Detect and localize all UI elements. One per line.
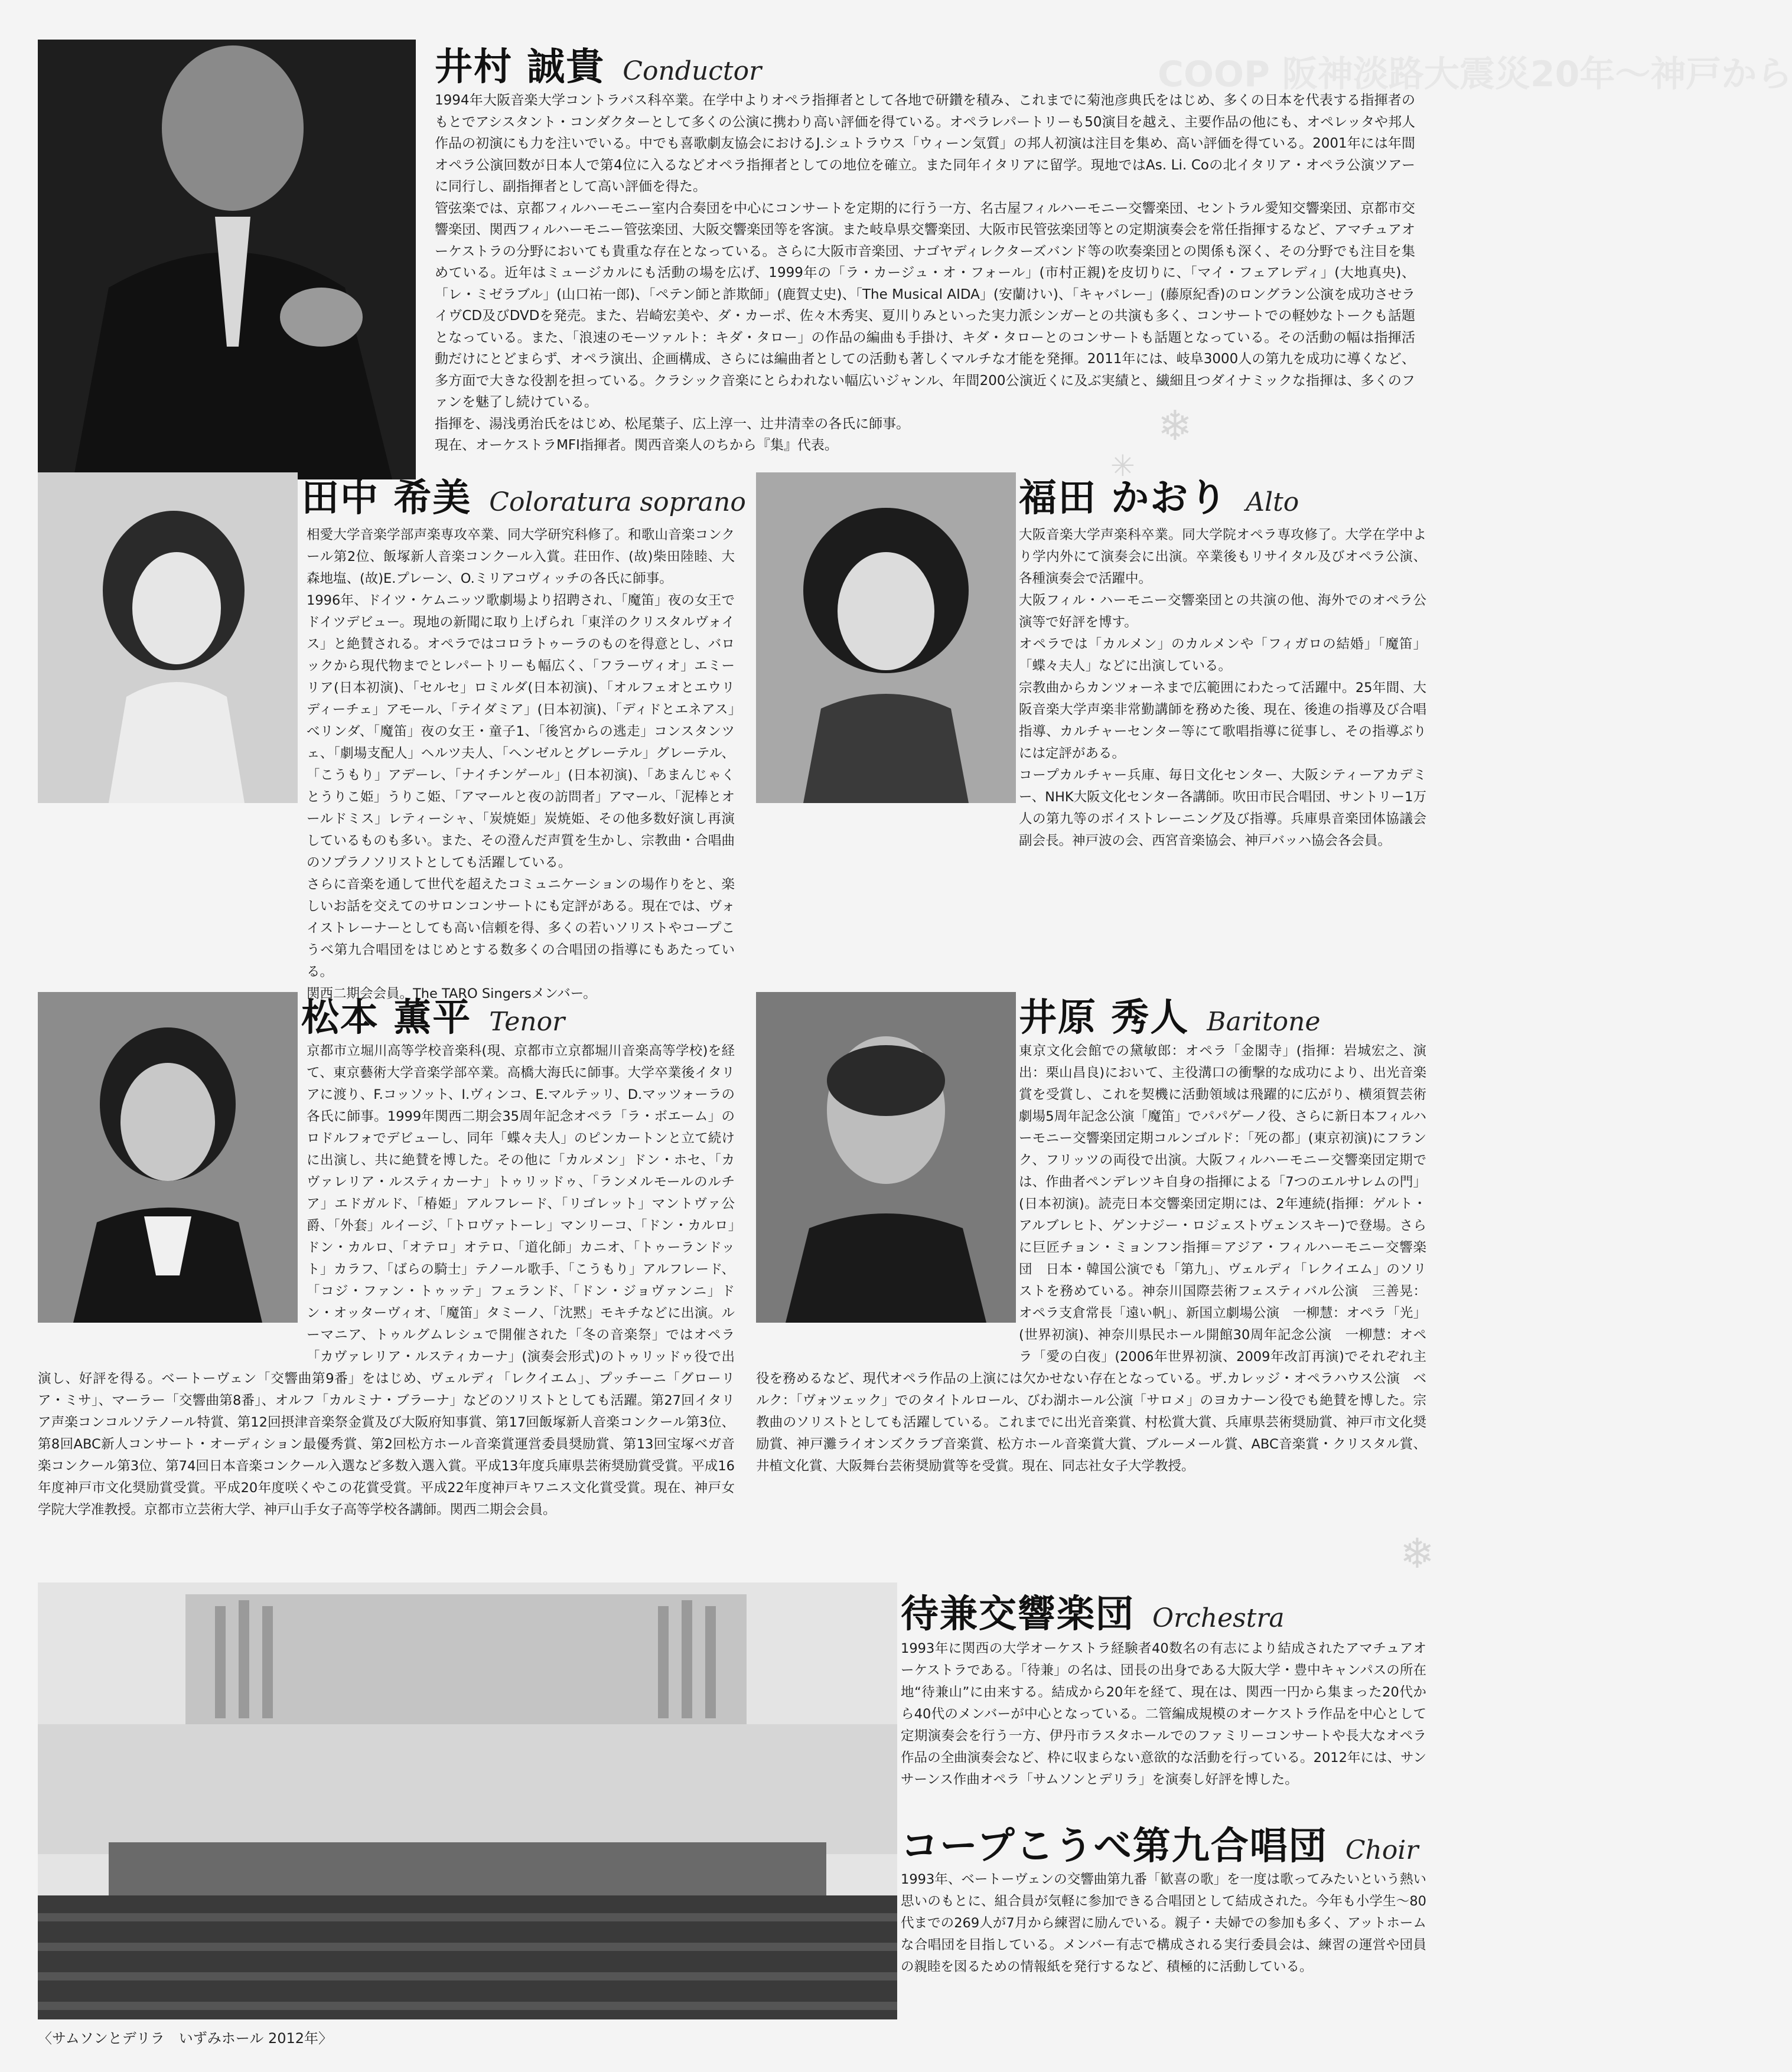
alto-name: 福田 かおり bbox=[1019, 477, 1229, 520]
conductor-role: Conductor bbox=[623, 56, 762, 86]
baritone-bio: 東京文化会館での黛敏郎：オペラ「金閣寺」(指揮：岩城宏之、演出：栗山昌良)において、主役溝口の衝撃的な成功により、出光音楽賞を受賞し、これを契機に活動領域は飛躍的に広がり、横須賀芸術劇場5周年記念公演「魔笛」でパパゲーノ役、さらに新日本フィルハーモニー交響楽団定期コルンゴルド：「死の都」(東京初演)にフランク、フリッツの両役で出演。大阪フィルハーモニー交響楽団定期では、作曲者ペンデレツキ自身の指揮による「7つのエルサレムの門」(日本初演)。読売日本交響楽団定期には、2年連続(指揮：ゲルト・アルブレヒト、ゲンナジー・ロジェストヴェンスキー)で登場。さらに巨匠チョン・ミョンフン指揮＝アジア・フィルハーモニー交響楽団 日本・韓国公演でも「第九」、ヴェルディ「レクイエム」のソリストを務めている。神奈川国際芸術フェスティバル公演 三善晃：オペラ支倉常長「遠い帆」、新国立劇場公演 一柳慧：オペラ「光」(世界初演)、神奈川県民ホール開館30周年記念公演 一柳慧：オペラ「愛の白夜」(2006年世界初演、2009年改訂再演)でそれぞれ主役を務めるなど、現代オペラ作品の上演には欠かせない存在となっている。ザ.カレッジ・オペラハウス公演 ベルク：「ヴォツェック」でのタイトルロール、びわ湖ホール公演「サロメ」のヨカナーン役でも絶賛を博した。宗教曲のソリストとしても活躍している。これまでに出光音楽賞、村松賞大賞、兵庫県芸術奨励賞、神戸市文化奨励賞、神戸灘ライオンズクラブ音楽賞、松方ホール音楽賞大賞、ブルーメール賞、ABC音楽賞・クリスタル賞、井植文化賞、大阪舞台芸術奨励賞等を受賞。現在、同志社女子大学教授。 bbox=[756, 1043, 1426, 1474]
choir-heading bbox=[901, 1816, 1432, 1870]
conductor-heading bbox=[435, 37, 1439, 91]
tenor-heading bbox=[301, 987, 738, 1042]
soprano-name: 田中 希美 bbox=[301, 477, 472, 520]
tenor-bio: 京都市立堀川高等学校音楽科(現、京都市立京都堀川音楽高等学校)を経て、東京藝術大学音楽学部卒業。高橋大海氏に師事。大学卒業後イタリアに渡り、F.コッソット、I.ヴィンコ、E.マルテッリ、D.マッツォーラの各氏に師事。1999年関西二期会35周年記念オペラ「ラ・ボエーム」のロドルフォでデビューし、同年「蝶々夫人」のピンカートンと立て続けに出演し、共に絶賛を博した。その他に「カルメン」ドン・ホセ、「カヴァレリア・ルスティカーナ」トゥリッドゥ、「ランメルモールのルチア」エドガルド、「椿姫」アルフレード、「リゴレット」マントヴァ公爵、「外套」ルイージ、「トロヴァトーレ」マンリーコ、「ドン・カルロ」ドン・カルロ、「オテロ」オテロ、「道化師」カニオ、「トゥーランドット」カラフ、「ばらの騎士」テノール歌手、「こうもり」アルフレード、「コジ・ファン・トゥッテ」フェランド、「ドン・ジョヴァンニ」ドン・オッターヴィオ、「魔笛」タミーノ、「沈黙」モキチなどに出演。ルーマニア、トゥルグムレシュで開催された「冬の音楽祭」ではオペラ「カヴァレリア・ルスティカーナ」(演奏会形式)のトゥリッドゥ役で出演し、好評を得る。ベートーヴェン「交響曲第9番」をはじめ、ヴェルディ「レクイエム」、プッチーニ「グローリア・ミサ」、マーラー「交響曲第8番」、オルフ「カルミナ・ブラーナ」などのソリストとしても活躍。第27回イタリア声楽コンコルソテノール特賞、第12回摂津音楽祭金賞及び大阪府知事賞、第17回飯塚新人音楽コンクール第3位、第8回ABC新人コンサート・オーディション最優秀賞、第2回松方ホール音楽賞運営委員奨励賞、第13回宝塚ベガ音楽コンクール第3位、第74回日本音楽コンクール入選など多数入選入賞。平成13年度兵庫県芸術奨励賞受賞。平成16年度神戸市文化奨励賞受賞。平成20年度咲くやこの花賞受賞。平成22年度神戸キワニス文化賞受賞。現在、神戸女学院大学准教授。京都市立芸術大学、神戸山手女子高等学校各講師。関西二期会会員。 bbox=[38, 1043, 735, 1518]
conductor-bio: 1994年大阪音楽大学コントラバス科卒業。在学中よりオペラ指揮者として各地で研鑽を積み、これまでに菊池彦典氏をはじめ、多くの日本を代表する指揮者のもとでアシスタント・コンダクターとして多くの公演に携わり高い評価を得ている。オペラレパートリーも50演目を越え、主要作品の他にも、オペレッタや邦人作品の初演にも力を注いでいる。中でも喜歌劇友協会におけるJ.シュトラウス「ウィーン気質」の邦人初演は注目を集め、高い評価を得ている。2001年には年間オペラ公演回数が日本人で第4位に入るなどオペラ指揮者としての地位を確立。また同年イタリアに留学。現地ではAs. Li. Coの北イタリア・オペラ公演ツアーに同行し、副指揮者として高い評価を得た。 管弦楽では、京都フィルハーモニー室内合奏団を中心にコンサートを定期的に行う一方、名古屋フィルハーモニー交響楽団、セントラル愛知交響楽団、京都市交響楽団、関西フィルハーモニー管弦楽団、大阪交響楽団等を客演。また岐阜県交響楽団、大阪市民管弦楽団等との定期演奏会を常任指揮するなど、アマチュアオーケストラの分野においても貴重な存在となっている。さらに大阪市音楽団、ナゴヤディレクターズバンド等の吹奏楽団との関係も深く、その分野でも注目を集めている。近年はミュージカルにも活動の場を広げ、1999年の「ラ・カージュ・オ・フォール」(市村正親)を皮切りに、「マイ・フェアレディ」(大地真央)、「レ・ミゼラブル」(山口祐一郎)、「ペテン師と詐欺師」(鹿賀丈史)、「The Musical AIDA」(安蘭けい)、「キャバレー」(藤原紀香)のロングラン公演を成功させライヴCD及びDVDを発売。また、岩崎宏美や、ダ・カーポ、佐々木秀実、夏川りみといった実力派シンガーとの共演も多く、コンサートでの軽妙なトークも話題となっている。また、「浪速のモーツァルト：キダ・タロー」の作品の編曲も手掛け、キダ・タローとのコンサートも話題となっている。その活動の幅は指揮活動だけにとどまらず、オペラ演出、企画構成、さらには編曲者としての活動も著しくマルチな才能を発揮。2011年には、岐阜3000人の第九を成功に導くなど、多方面で大きな役割を担っている。クラシック音楽にとらわれない幅広いジャンル、年間200公演近くに及ぶ実績と、繊細且つダイナミックな指揮は、多くのファンを魅了し続けている。 指揮を、湯浅勇治氏をはじめ、松尾葉子、広上淳一、辻井清幸の各氏に師事。 現在、オーケストラMFI指揮者。関西音楽人のちから『集』代表。 bbox=[435, 93, 1415, 453]
tenor-role: Tenor bbox=[489, 1007, 565, 1037]
choir-bio: 1993年、ベートーヴェンの交響曲第九番「歓喜の歌」を一度は歌ってみたいという熱い思いのもとに、組合員が気軽に参加できる合唱団として結成された。今年も小学生～80代までの269人が7月から練習に励んでいる。親子・夫婦での参加も多く、アットホームな合唱団を目指している。メンバー有志で構成される実行委員会は、練習の運営や団員の親睦を図るための情報紙を発行するなど、積極的に活動している。 bbox=[901, 1872, 1426, 1975]
baritone-role: Baritone bbox=[1207, 1007, 1321, 1037]
alto-role: Alto bbox=[1246, 487, 1299, 517]
conductor-photo bbox=[38, 40, 416, 479]
orchestra-heading bbox=[901, 1584, 1432, 1638]
alto-photo bbox=[756, 472, 1016, 803]
baritone-name: 井原 秀人 bbox=[1019, 996, 1190, 1040]
baritone-heading bbox=[1019, 987, 1444, 1042]
alto-bio: 大阪音楽大学声楽科卒業。同大学院オペラ専攻修了。大学在学中より学内外にて演奏会に出演。卒業後もリサイタル及びオペラ公演、各種演奏会で活躍中。 大阪フィル・ハーモニー交響楽団との共演の他、海外でのオペラ公演等で好評を博す。 オペラでは「カルメン」のカルメンや「フィガロの結婚」「魔笛」「蝶々夫人」などに出演している。 宗教曲からカンツォーネまで広範囲にわたって活躍中。25年間、大阪音楽大学声楽非常勤講師を務めた後、現在、後進の指導及び合唱指導、カルチャーセンター等にて歌唱指導に従事し、その指導ぶりには定評がある。 コープカルチャー兵庫、毎日文化センター、大阪シティーアカデミー、NHK大阪文化センター各講師。吹田市民合唱団、サントリー1万人の第九等のボイストレーニング及び指導。兵庫県音楽団体協議会副会長。神戸波の会、西宮音楽協会、神戸バッハ協会各会員。 bbox=[1019, 527, 1426, 849]
conductor-name: 井村 誠貴 bbox=[435, 45, 605, 89]
soprano-heading bbox=[301, 468, 746, 522]
soprano-bio: 相愛大学音楽学部声楽専攻卒業、同大学研究科修了。和歌山音楽コンクール第2位、飯塚新人音楽コンクール入賞。荘田作、(故)柴田陸睦、大森地塩、(故)E.プレーン、O.ミリアコヴィッチの各氏に師事。 1996年、ドイツ・ケムニッツ歌劇場より招聘され、「魔笛」夜の女王でドイツデビュー。現地の新聞に取り上げられ「東洋のクリスタルヴォイス」と絶賛される。オペラではコロラトゥーラのものを得意とし、バロックから現代物までとレパートリーも幅広く、「フラーヴィオ」エミーリア(日本初演)、「セルセ」ロミルダ(日本初演)、「オルフェオとエウリディーチェ」アモール、「テイダミア」(日本初演)、「ディドとエネアス」べリンダ、「魔笛」夜の女王・童子1、「後宮からの逃走」コンスタンツェ、「劇場支配人」ヘルツ夫人、「ヘンゼルとグレーテル」グレーテル、「こうもり」アデーレ、「ナイチンゲール」(日本初演)、「あまんじゃくとうりこ姫」うりこ姫、「アマールと夜の訪問者」アマール、「泥棒とオールドミス」レティーシャ、「炭焼姫」炭焼姫、その他多数好演し再演しているものも多い。また、その澄んだ声質を生かし、宗教曲・合唱曲のソプラノソリストとしても活躍している。 さらに音楽を通して世代を超えたコミュニケーションの場作りをと、楽しいお話を交えてのサロンコンサートにも定評がある。現在では、ヴォイストレーナーとしても高い信頼を得、多くの若いソリストやコープこうべ第九合唱団をはじめとする数多くの合唱団の指導にもあたっている。 関西二期会会員。The TARO Singersメンバー。 bbox=[307, 527, 735, 1001]
tenor-name: 松本 薫平 bbox=[301, 996, 472, 1040]
orchestra-bio: 1993年に関西の大学オーケストラ経験者40数名の有志により結成されたアマチュアオーケストラである。「待兼」の名は、団長の出身である大阪大学・豊中キャンパスの所在地“待兼山”に由来する。結成から20年を経て、現在は、関西一円から集まった20代から40代のメンバーが中心となっている。二管編成規模のオーケストラ作品を中心として定期演奏会を行う一方、伊丹市ラスタホールでのファミリーコンサートや長大なオペラ作品の全曲演奏会など、枠に収まらない意欲的な活動を行っている。2012年には、サンサーンス作曲オペラ「サムソンとデリラ」を演奏し好評を博した。 bbox=[901, 1641, 1426, 1787]
orchestra-name: 待兼交響楽団 bbox=[901, 1593, 1135, 1636]
alto-heading bbox=[1019, 468, 1444, 522]
choir-role: Choir bbox=[1345, 1835, 1419, 1865]
orchestra-role: Orchestra bbox=[1152, 1603, 1285, 1633]
soprano-role: Coloratura soprano bbox=[489, 487, 746, 517]
choir-name: コープこうべ第九合唱団 bbox=[901, 1825, 1328, 1868]
concert-photo-caption: 〈サムソンとデリラ いずみホール 2012年〉 bbox=[38, 2030, 333, 2047]
concert-photo bbox=[38, 1582, 897, 2019]
